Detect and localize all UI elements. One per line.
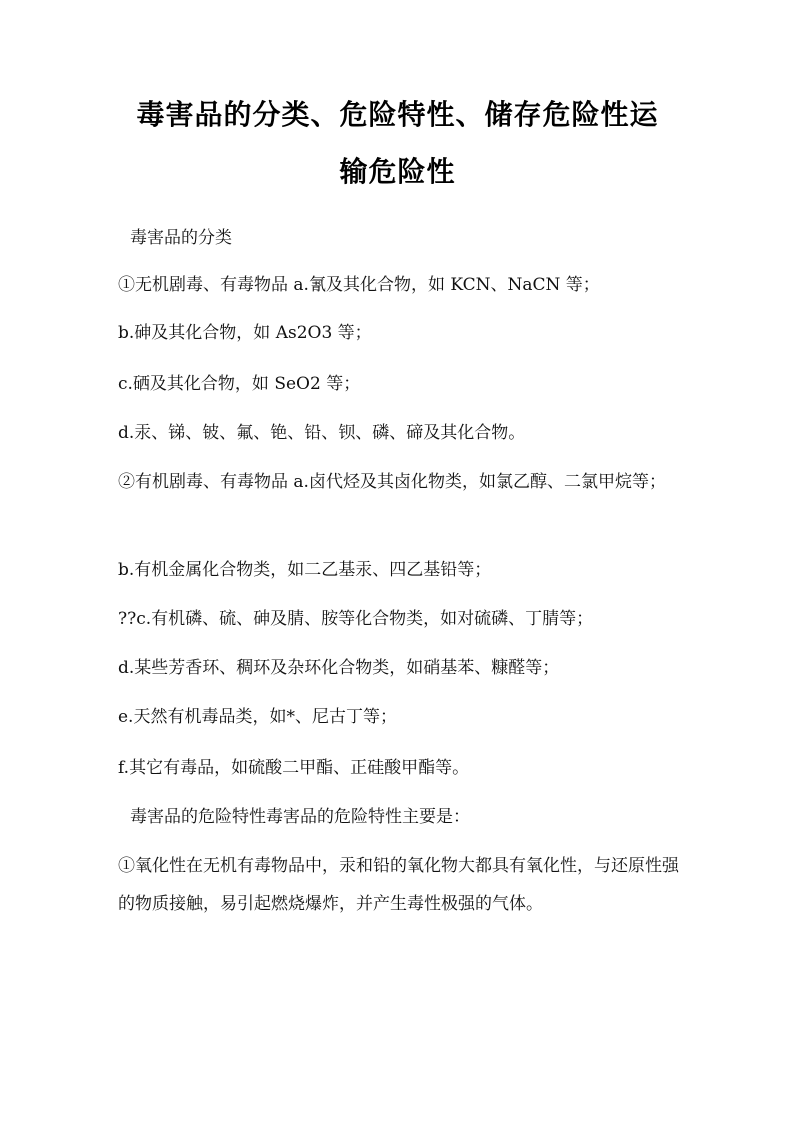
document-title-line-2: 输危险性 (339, 155, 456, 188)
paragraph-inorganic-c: c.硒及其化合物，如 SeO2 等； (118, 374, 361, 394)
paragraph-organic-c: ??c.有机磷、硫、砷及腈、胺等化合物类，如对硫磷、丁腈等； (118, 609, 594, 629)
paragraph-organic-d: d.某些芳香环、稠环及杂环化合物类，如硝基苯、糠醛等； (118, 658, 560, 678)
document-title-line-1: 毒害品的分类、危险特性、储存危险性运 (136, 98, 659, 131)
paragraph-inorganic-d: d.汞、锑、铍、氟、铯、铅、钡、磷、碲及其化合物。 (118, 423, 526, 443)
paragraph-inorganic-a: ①无机剧毒、有毒物品 a.氰及其化合物，如 KCN、NaCN 等； (118, 275, 600, 295)
paragraph-organic-a: ②有机剧毒、有毒物品 a.卤代烃及其卤化物类，如氯乙醇、二氯甲烷等； (118, 472, 666, 492)
section-heading-hazards: 毒害品的危险特性毒害品的危险特性主要是： (130, 807, 470, 827)
paragraph-inorganic-b: b.砷及其化合物，如 As2O3 等； (118, 323, 372, 343)
section-heading-classification: 毒害品的分类 (130, 228, 232, 248)
paragraph-organic-f: f.其它有毒品，如硫酸二甲酯、正硅酸甲酯等。 (118, 758, 470, 778)
paragraph-organic-e: e.天然有机毒品类，如*、尼古丁等； (118, 707, 397, 727)
paragraph-oxidizing: ①氧化性在无机有毒物品中，汞和铅的氧化物大都具有氧化性，与还原性强的物质接触，易引起燃烧爆炸，并产生毒性极强的气体。 (118, 856, 679, 914)
paragraph-organic-b: b.有机金属化合物类，如二乙基汞、四乙基铅等； (118, 560, 492, 580)
